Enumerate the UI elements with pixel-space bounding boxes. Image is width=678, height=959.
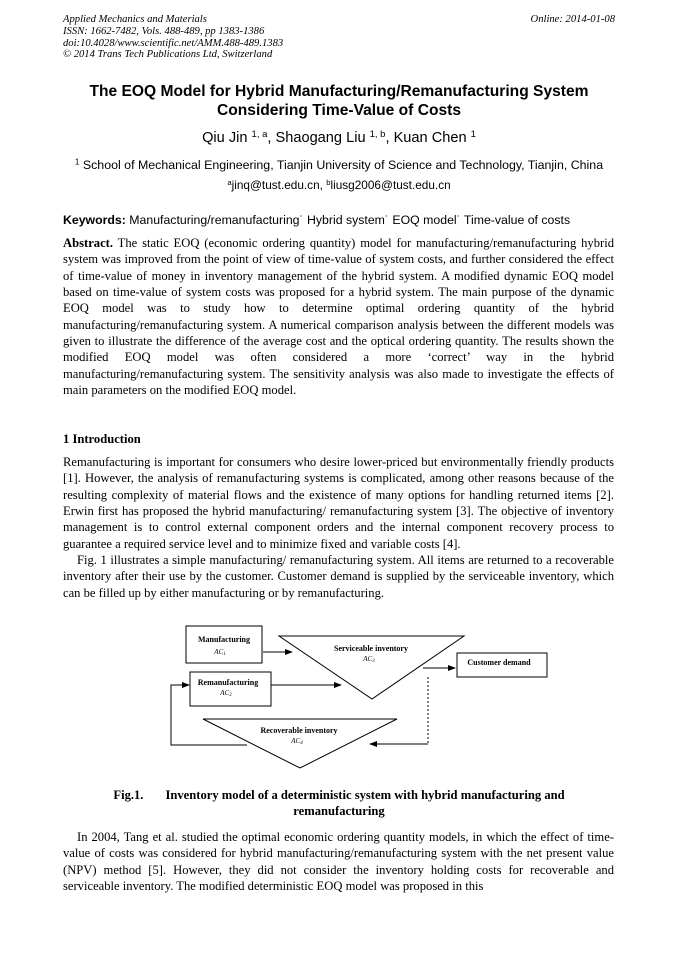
keywords: Keywords: Manufacturing/remanufacturing˙ Hybrid system˙ EOQ model˙ Time-value of costs (63, 213, 571, 227)
online-date: Online: 2014-01-08 (530, 14, 615, 25)
copyright: © 2014 Trans Tech Publications Ltd, Switzerland (63, 49, 273, 61)
ac1-label: AC1 (214, 648, 226, 657)
recoverable-label: Recoverable inventory (260, 726, 338, 735)
customer-label: Customer demand (467, 658, 531, 667)
author: Qiu Jin $^{1, a}$ (202, 128, 268, 146)
authors: Qiu Jin $^{1, a}$, Shaogang Liu $^{1, b}$, Kuan Chen $^1$ (202, 128, 476, 146)
remanufacturing-label: Remanufacturing (197, 678, 259, 687)
ac2-label: AC2 (220, 689, 232, 698)
ac4-label: AC4 (291, 737, 303, 746)
intro-paragraph-continued: In 2004, Tang et al. studied the optimal economic ordering quantity models, in which the effect of time-value of costs was considered for hybrid manufacturing/remanufacturing system with the net present value (NPV) method [5]. However, they did not consider the inventory holding costs for recoverable and serviceable inventory. The modified deterministic EOQ model was proposed in this (63, 830, 614, 894)
issn: ISSN: 1662-7482, Vols. 488-489, pp 1383-1386 (63, 25, 265, 37)
author: Kuan Chen $^1$ (393, 128, 476, 146)
manufacturing-box (186, 626, 262, 663)
section-heading: 1 Introduction (63, 432, 141, 446)
manufacturing-label: Manufacturing (198, 635, 250, 644)
ac3-label: AC3 (363, 655, 375, 664)
figure-caption: Fig.1. Inventory model of a deterministic system with hybrid manufacturing and remanufacturing (113, 788, 565, 818)
abstract: Abstract. The static EOQ (economic ordering quantity) model for manufacturing/remanufacturing hybrid system was improved from the point of view of time-value of system costs, and further considered the effect of time-value of money in inventory management of the hybrid system. A modified dynamic EOQ model based on time-value of system costs was proposed for a hybrid system. The main purpose of the dynamic EOQ model was to study how to determine optimal ordering quantity of the hybrid manufacturing/remanufacturing system. A numerical comparison analysis between the different models was given to illustrate the difference of the average cost and the optical ordering quantity. The results shown the modified EOQ model was often considered a more ‘correct’ way in the hybrid manufacturing/remanufacturing system. The sensitivity analysis was also made to investigate the effects of main parameters on the modified EOQ model. (63, 236, 614, 398)
affiliation: $^1$ School of Mechanical Engineering, Tianjin University of Science and Technology, Tianjin, China (74, 157, 604, 172)
serviceable-label: Serviceable inventory (334, 644, 408, 653)
author: Shaogang Liu $^{1, b}$ (275, 128, 386, 146)
title-line: Considering Time-Value of Costs (216, 102, 462, 119)
emails: $^a$jinq@tust.edu.cn, $^b$liusg2006@tust.edu.cn (227, 177, 451, 192)
intro-paragraph: Remanufacturing is important for consumers who desire lower-priced but environmentally friendly products [1]. However, the analysis of remanufacturing systems is complicated, among other reasons because of the resulting complexity of material flows and the existence of many options for handling returned items [2]. Erwin first has proposed the hybrid manufacturing/ remanufacturing system [3]. The objective of inventory management is to control external component orders and the internal component recovery process to guarantee a required service level and to minimize fixed and variable costs [4]. Fig. 1 illustrates a simple manufacturing/ remanufacturing system. All items are returned to a recoverable inventory after their use by the customer. Customer demand is supplied by the serviceable inventory, which can be filled up by either manufacturing or by remanufacturing. (63, 455, 614, 600)
doi: doi:10.4028/www.scientific.net/AMM.488-489.1383 (63, 37, 284, 49)
title-line: The EOQ Model for Hybrid Manufacturing/Remanufacturing System (89, 83, 589, 100)
journal-name: Applied Mechanics and Materials (63, 14, 207, 25)
